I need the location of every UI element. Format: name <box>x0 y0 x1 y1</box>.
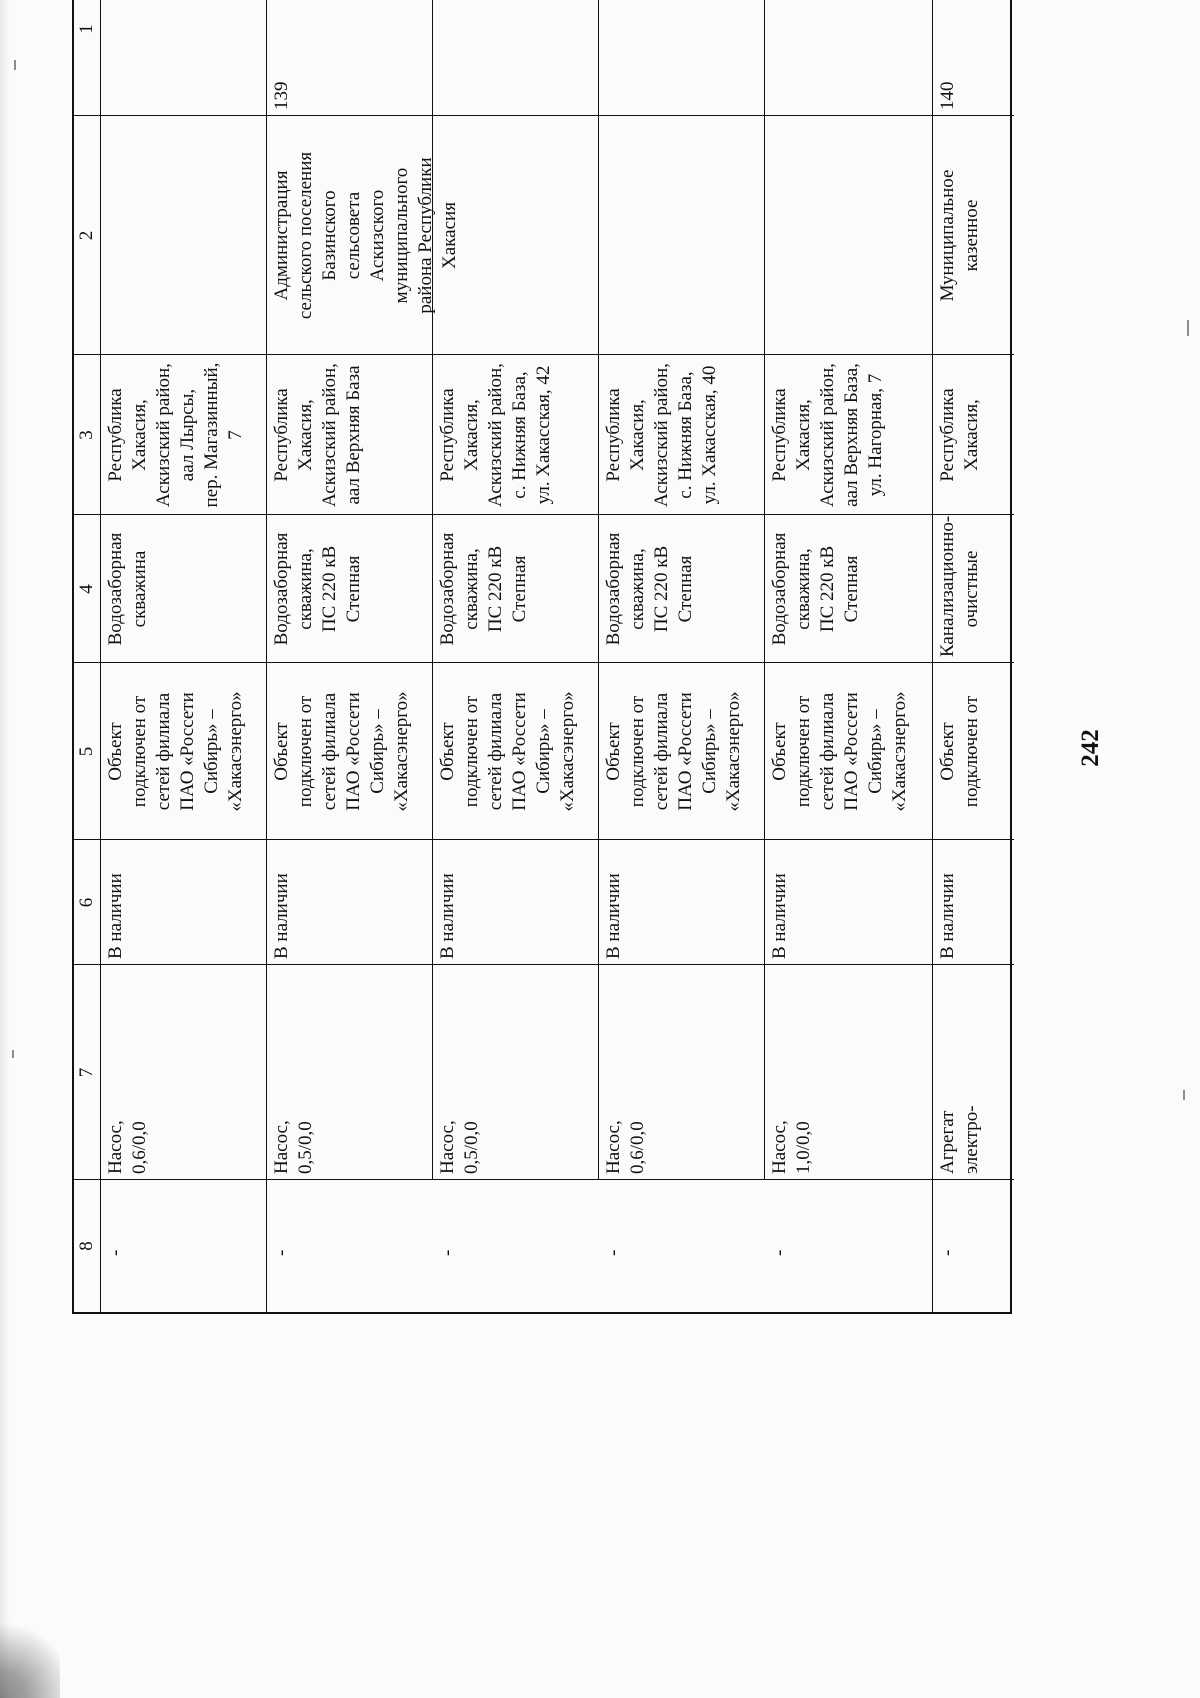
row-139-sub2-col4-line: Степная <box>509 555 530 623</box>
row-139-sub2-col5 <box>436 669 580 834</box>
row-139-organization-line: Администрация <box>271 170 292 301</box>
row-139-sub1-col5-line: сетей филиала <box>319 692 340 811</box>
row-139-sub4-col4-line: скважина, <box>793 548 814 630</box>
row-139-sub1-col3-line: Аскизский район, <box>319 363 340 507</box>
cont-col5-line: Сибирь» – <box>201 709 222 794</box>
row-139-sub4-col3-line: Республика <box>769 388 790 482</box>
row-140-number: 140 <box>937 81 958 110</box>
cont-col4-line: Водозаборная <box>105 532 126 646</box>
row-139-sub4-col5 <box>768 669 912 834</box>
row-139-sub1-col7 <box>270 971 318 1174</box>
row-139-sub3-col3-line: Республика <box>603 388 624 482</box>
col-header-2: 2 <box>76 230 97 241</box>
col-header-3: 3 <box>76 430 97 440</box>
row-140-col3-line: Республика <box>937 388 958 482</box>
row-139-sub4-col6 <box>768 846 792 959</box>
row-140-col5-line: подключен от <box>961 695 982 808</box>
row-139-sub1-col5-line: Сибирь» – <box>367 709 388 794</box>
row-139-sub4-col7-line: Насос, <box>769 1120 790 1174</box>
col-header-5: 5 <box>76 746 97 757</box>
cont-col3-line: Аскизский район, <box>153 363 174 507</box>
row-139-sub3-col5-line: сетей филиала <box>651 692 672 811</box>
row-139-sub3-col5-line: ПАО «Россети <box>675 692 696 811</box>
column-divider <box>74 115 1014 116</box>
row-139-sub2-col7-line: 0,5/0,0 <box>461 1121 482 1174</box>
cont-col5-line: сетей филиала <box>153 692 174 811</box>
row-139-organization-line: сельского поселения <box>295 151 316 320</box>
col-header-6: 6 <box>76 897 97 908</box>
row-139-sub4-col3-line: ул. Нагорная, 7 <box>865 373 886 497</box>
row-139-sub2-col4-line: ПС 220 кВ <box>485 545 506 633</box>
column-divider <box>74 514 1014 515</box>
row-139-sub4-col5-line: «Хакасэнерго» <box>889 691 910 812</box>
row-140-col7-line: электро- <box>961 1105 982 1174</box>
row-139-sub3-col6 <box>602 846 626 959</box>
cont-col4-line: скважина <box>129 550 150 628</box>
row-139-sub3-col5 <box>602 669 746 834</box>
row-139-sub4-col4-line: Степная <box>841 555 862 623</box>
cont-col5-line: «Хакасэнерго» <box>225 691 246 812</box>
scan-speck <box>1183 1090 1185 1100</box>
row-139-organization-line: сельсовета <box>343 191 364 280</box>
row-139-organization-line: Базинского <box>319 190 340 281</box>
row-139-sub4-col3 <box>768 361 888 509</box>
cont-col7 <box>104 971 152 1174</box>
row-140-col3-line: Хакасия, <box>961 399 982 471</box>
row-139-sub3-col3-line: Хакасия, <box>627 399 648 471</box>
row-140-organization-line: Муниципальное <box>937 169 958 302</box>
row-139-sub3-col3 <box>602 361 722 509</box>
cont-col6-line: В наличии <box>105 873 126 959</box>
row-139-sub4-col4-line: ПС 220 кВ <box>817 545 838 633</box>
cont-col3-line: Хакасия, <box>129 399 150 471</box>
row-139-sub2-col5-line: ПАО «Россети <box>509 692 530 811</box>
scan-speck <box>12 1050 14 1058</box>
row-139-sub3-col3-line: ул. Хакасская, 40 <box>699 365 720 505</box>
row-140-organization-line: казенное <box>961 199 982 272</box>
row-139-organization <box>270 122 462 349</box>
rotated-page <box>72 0 1132 1496</box>
row-139-sub2-col3-line: ул. Хакасская, 42 <box>533 365 554 505</box>
cont-col3-line: 7 <box>225 430 246 440</box>
row-139-sub1-col5 <box>270 669 414 834</box>
col-header-4: 4 <box>76 584 97 594</box>
row-139-organization-line: Хакасия <box>439 202 460 269</box>
column-divider <box>74 839 1014 840</box>
col-header-7: 7 <box>76 1067 97 1078</box>
row-139-organization-line: муниципального <box>391 167 412 304</box>
cont-col5-line: подключен от <box>129 695 150 808</box>
header-divider <box>100 0 101 1312</box>
cont-col3-line: аал Лырсы, <box>177 388 198 482</box>
row-139-sub4-col4 <box>768 521 864 657</box>
row-139-sub1-col4-line: Водозаборная <box>271 532 292 646</box>
row-139-sub1-col3-line: Хакасия, <box>295 399 316 471</box>
row-139-sub2-col4-line: Водозаборная <box>437 532 458 646</box>
row-139-sub2-col6 <box>436 846 460 959</box>
row-139-sub3-col7-line: Насос, <box>603 1120 624 1174</box>
data-table <box>72 0 1012 1314</box>
row-139-sub2-col3 <box>436 361 556 509</box>
row-139-sub1-col4-line: скважина, <box>295 548 316 630</box>
row-139-sub1-col6-line: В наличии <box>271 873 292 959</box>
cont-col3 <box>104 361 248 509</box>
row-140-col5-line: Объект <box>937 722 958 781</box>
cont-col6 <box>104 846 128 959</box>
row-140-col6 <box>936 846 960 959</box>
row-139-sub1-col7-line: Насос, <box>271 1120 292 1174</box>
column-divider <box>74 1179 1014 1180</box>
row-139-sub4-col3-line: аал Верхняя База, <box>841 363 862 507</box>
row-139-sub2-col3-line: с. Нижняя База, <box>509 371 530 499</box>
row-139-sub3-col6-line: В наличии <box>603 873 624 959</box>
row-139-sub1-col3-line: аал Верхняя База <box>343 365 364 505</box>
row-139-sub1-col8: - <box>271 1249 292 1256</box>
row-140-col4 <box>936 515 984 657</box>
row-139-sub4-col5-line: подключен от <box>793 695 814 808</box>
row-139-sub3-col5-line: Объект <box>603 722 624 781</box>
row-139-sub2-col7 <box>436 971 484 1174</box>
row-139-sub3-col4-line: Степная <box>675 555 696 623</box>
row-139-sub2-col5-line: Объект <box>437 722 458 781</box>
cont-col7-line: 0,6/0,0 <box>129 1121 150 1174</box>
subrow-divider <box>764 0 765 1180</box>
row-139-sub2-col4-line: скважина, <box>461 548 482 630</box>
row-divider <box>266 0 267 1312</box>
row-140-organization <box>936 122 984 349</box>
row-139-sub4-col5-line: Сибирь» – <box>865 709 886 794</box>
row-139-sub4-col7-line: 1,0/0,0 <box>793 1121 814 1174</box>
cont-col5-line: Объект <box>105 722 126 781</box>
row-139-sub4-col3-line: Хакасия, <box>793 399 814 471</box>
row-139-sub3-col8: - <box>603 1249 624 1256</box>
page-number: 242 <box>1077 729 1104 767</box>
row-139-sub2-col5-line: подключен от <box>461 695 482 808</box>
column-divider <box>74 354 1014 355</box>
cont-col4 <box>104 521 152 657</box>
row-139-sub3-col7-line: 0,6/0,0 <box>627 1121 648 1174</box>
row-139-sub3-col4-line: Водозаборная <box>603 532 624 646</box>
column-divider <box>74 662 1014 663</box>
scan-corner-shadow <box>0 1608 60 1698</box>
row-139-number: 139 <box>271 81 292 110</box>
cont-col7-line: Насос, <box>105 1120 126 1174</box>
cont-col3-line: Республика <box>105 388 126 482</box>
cont-col8: - <box>105 1249 126 1256</box>
row-139-sub3-col4 <box>602 521 698 657</box>
row-140-col7 <box>936 971 984 1174</box>
row-139-sub3-col3-line: с. Нижняя База, <box>675 371 696 499</box>
row-139-sub1-col4-line: ПС 220 кВ <box>319 545 340 633</box>
row-139-sub4-col6-line: В наличии <box>769 873 790 959</box>
row-139-organization-line: района Республики <box>415 157 436 314</box>
row-139-sub2-col5-line: «Хакасэнерго» <box>557 691 578 812</box>
row-139-sub2-col5-line: сетей филиала <box>485 692 506 811</box>
row-139-sub2-col3-line: Республика <box>437 388 458 482</box>
row-139-sub4-col5-line: Объект <box>769 722 790 781</box>
row-139-sub1-col7-line: 0,5/0,0 <box>295 1121 316 1174</box>
row-139-sub1-col6 <box>270 846 294 959</box>
row-140-col5 <box>936 669 984 834</box>
row-139-sub2-col5-line: Сибирь» – <box>533 709 554 794</box>
row-139-sub4-col7 <box>768 971 816 1174</box>
row-140-col3 <box>936 361 984 509</box>
row-139-sub4-col8: - <box>769 1249 790 1256</box>
row-139-sub2-col4 <box>436 521 532 657</box>
column-divider <box>74 964 1014 965</box>
row-139-sub1-col3-line: Республика <box>271 388 292 482</box>
row-140-col6-line: В наличии <box>937 873 958 959</box>
row-140-col4-line: очистные <box>961 550 982 628</box>
row-139-sub1-col5-line: «Хакасэнерго» <box>391 691 412 812</box>
row-139-sub4-col5-line: сетей филиала <box>817 692 838 811</box>
cont-col5 <box>104 669 248 834</box>
row-139-sub2-col3-line: Аскизский район, <box>485 363 506 507</box>
col-header-1: 1 <box>76 24 97 34</box>
row-140-col4-line: Канализационно- <box>937 515 958 657</box>
row-139-sub1-col5-line: подключен от <box>295 695 316 808</box>
subrow-divider <box>598 0 599 1180</box>
row-139-sub2-col8: - <box>437 1249 458 1256</box>
row-139-sub1-col3 <box>270 361 366 509</box>
col-header-8: 8 <box>76 1241 97 1251</box>
scan-edge <box>0 0 10 1698</box>
row-139-sub3-col5-line: подключен от <box>627 695 648 808</box>
row-139-sub2-col3-line: Хакасия, <box>461 399 482 471</box>
row-140-col7-line: Агрегат <box>937 1110 958 1174</box>
row-139-sub3-col4-line: ПС 220 кВ <box>651 545 672 633</box>
row-139-sub1-col5-line: Объект <box>271 722 292 781</box>
row-139-sub3-col4-line: скважина, <box>627 548 648 630</box>
row-139-sub2-col6-line: В наличии <box>437 873 458 959</box>
row-139-sub4-col3-line: Аскизский район, <box>817 363 838 507</box>
row-139-sub1-col4-line: Степная <box>343 555 364 623</box>
row-139-sub4-col4-line: Водозаборная <box>769 532 790 646</box>
scan-speck <box>14 60 16 70</box>
row-139-sub3-col5-line: Сибирь» – <box>699 709 720 794</box>
row-139-sub4-col5-line: ПАО «Россети <box>841 692 862 811</box>
row-139-sub1-col5-line: ПАО «Россети <box>343 692 364 811</box>
row-139-sub3-col7 <box>602 971 650 1174</box>
row-139-sub3-col5-line: «Хакасэнерго» <box>723 691 744 812</box>
row-139-sub1-col4 <box>270 521 366 657</box>
scan-speck <box>1187 320 1189 336</box>
row-140-col8: - <box>937 1249 958 1256</box>
row-139-sub2-col7-line: Насос, <box>437 1120 458 1174</box>
cont-col3-line: пер. Магазинный, <box>201 362 222 508</box>
cont-col5-line: ПАО «Россети <box>177 692 198 811</box>
row-139-organization-line: Аскизского <box>367 189 388 282</box>
row-139-sub3-col3-line: Аскизский район, <box>651 363 672 507</box>
row-divider <box>932 0 933 1312</box>
